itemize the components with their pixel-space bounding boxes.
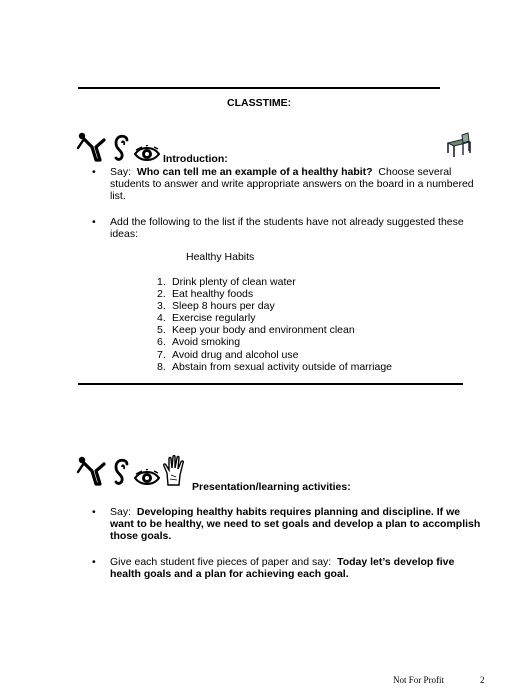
say-label: Say: <box>110 506 132 518</box>
paper-instruction: Give each student five pieces of paper and say: <box>110 556 332 568</box>
add-ideas-line2: ideas: <box>110 228 139 240</box>
presentation-heading: Presentation/learning activities: <box>192 481 351 493</box>
desk-chair-icon <box>444 129 474 159</box>
list-item: 3. Sleep 8 hours per day <box>157 300 275 313</box>
intro-bullet-1 <box>110 166 490 202</box>
ear-icon <box>112 133 132 163</box>
eye-icon <box>134 145 160 163</box>
intro-icon-strip <box>76 131 160 163</box>
instruction-text-line3: list. <box>110 190 126 202</box>
planning-statement-line2: want to be healthy, we need to set goals and develop a plan to accomplish <box>110 518 481 530</box>
classtime-heading: CLASSTIME: <box>227 97 292 109</box>
intro-bullet-1-marker: • <box>92 166 96 178</box>
intro-heading: Introduction: <box>163 153 228 165</box>
ear-icon <box>112 457 132 487</box>
list-item: 7. Avoid drug and alcohol use <box>157 348 299 361</box>
list-item: 5. Keep your body and environment clean <box>157 324 355 337</box>
section-divider <box>78 383 463 385</box>
hand-icon <box>162 455 188 487</box>
say-label: Say: <box>110 166 132 178</box>
intro-bullet-2 <box>110 216 490 240</box>
healthy-habit-question: Who can tell me an example of a healthy habit? <box>136 166 373 178</box>
page-number: 2 <box>480 675 485 685</box>
list-item: 6. Avoid smoking <box>157 336 241 349</box>
intro-bullet-2-marker: • <box>92 216 96 228</box>
list-item: 2. Eat healthy foods <box>157 288 254 301</box>
goals-statement: Today let’s develop five <box>337 556 455 568</box>
top-divider <box>78 87 440 89</box>
list-item: 4. Exercise regularly <box>157 312 256 325</box>
eye-icon <box>134 469 160 487</box>
presentation-bullet-1 <box>110 506 500 542</box>
planning-statement: Developing healthy habits requires planning and discipline. If we <box>136 506 461 518</box>
presentation-bullet-2-marker: • <box>92 556 96 568</box>
instruction-text: Choose several <box>378 166 452 178</box>
stretching-figure-icon <box>76 455 110 487</box>
healthy-habits-list <box>157 276 392 373</box>
presentation-bullet-2 <box>110 556 500 580</box>
add-ideas-line1: Add the following to the list if the students have not already suggested these <box>110 216 464 228</box>
list-item: 1. Drink plenty of clean water <box>157 276 296 288</box>
planning-statement-line3: those goals. <box>110 530 172 542</box>
goals-statement-line2: health goals and a plan for achieving each goal. <box>110 568 349 580</box>
presentation-icon-strip <box>76 455 188 487</box>
presentation-bullet-1-marker: • <box>92 506 96 518</box>
stretching-figure-icon <box>76 131 110 163</box>
healthy-habits-title: Healthy Habits <box>186 251 255 263</box>
instruction-text-line2: students to answer and write appropriate answers on the board in a numbered <box>110 178 474 190</box>
list-item: 8. Abstain from sexual activity outside of marriage <box>157 360 393 373</box>
footer-label: Not For Profit <box>393 675 445 685</box>
